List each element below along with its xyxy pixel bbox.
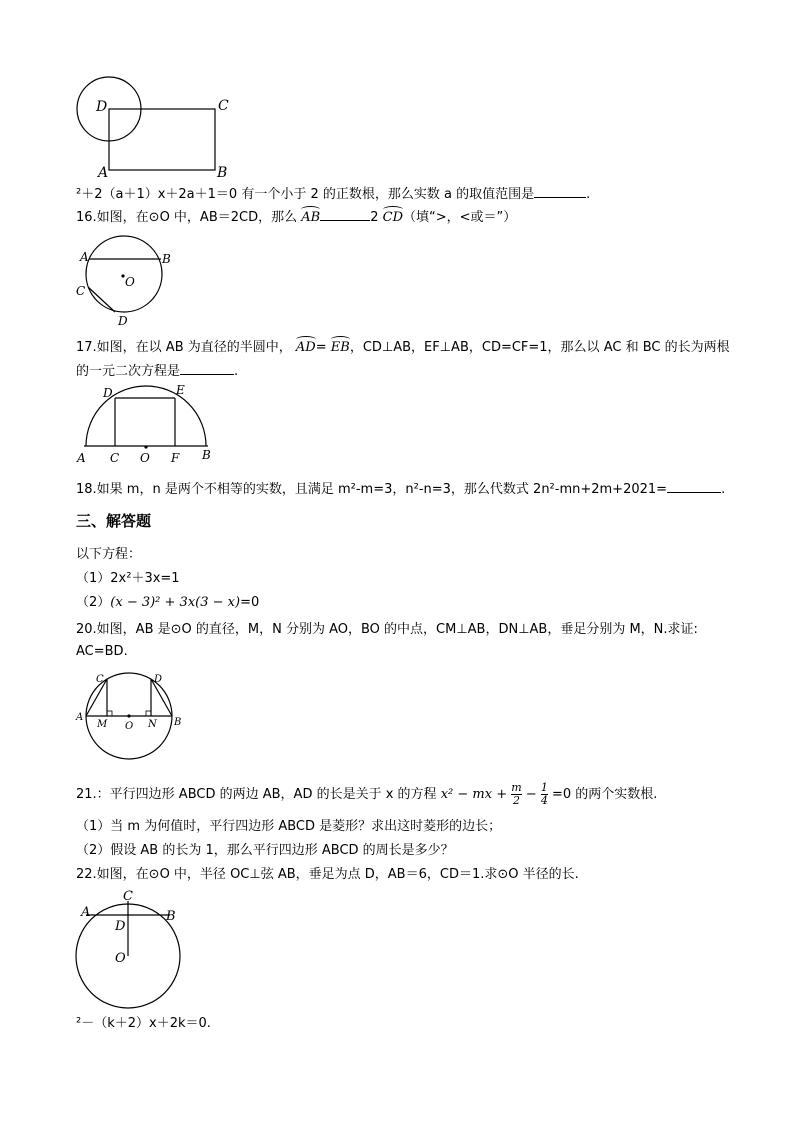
question-21: 21.：平行四边形 ABCD 的两边 AB，AD 的长是关于 x 的方程 x² − mx + $\frac{m}{2}$ − $\frac{1}{4}$ =0 的两个实数根. — [76, 781, 658, 807]
svg-text:B: B — [166, 909, 176, 924]
question-18: 18.如果 m，n 是两个不相等的实数，且满足 m²-m=3，n²-n=3，那么代数式 2n²-mn+2m+2021= . — [76, 482, 726, 497]
question-20-line2: AC=BD. — [76, 644, 128, 659]
question-16: 16.如图，在⊙O 中，AB＝2CD，那么 AB 2 CD（填“>，<或＝”） — [76, 210, 517, 225]
svg-text:C: C — [76, 284, 86, 298]
question-19-part1: （1）2x²＋3x=1 — [76, 571, 180, 586]
section-heading: 三、解答题 — [76, 512, 152, 530]
arc-CD: CD — [382, 210, 403, 225]
question-23-fragment: ²－（k＋2）x＋2k＝0. — [76, 1016, 211, 1031]
question-20-line1: 20.如图，AB 是⊙O 的直径，M，N 分别为 AO，BO 的中点，CM⊥AB，DN⊥AB，垂足分别为 M，N.求证: — [76, 622, 698, 637]
q15-text: ²＋2（a＋1）x＋2a＋1＝0 有一个小于 2 的正数根，那么实数 a 的取值范围是 — [76, 187, 535, 202]
svg-text:D: D — [103, 386, 113, 400]
answer-blank[interactable] — [180, 362, 234, 375]
svg-text:C: C — [123, 889, 133, 904]
arc-AB: AB — [301, 210, 321, 225]
svg-text:C: C — [96, 674, 104, 685]
svg-text:M: M — [97, 719, 108, 730]
svg-text:B: B — [202, 448, 211, 462]
arc-EB: EB — [330, 340, 350, 355]
question-17-line2: 的一元二次方程是 . — [76, 364, 239, 379]
answer-blank[interactable] — [534, 185, 586, 198]
equation: (x − 3)² + 3x(3 − x) — [110, 595, 241, 610]
label-B: B — [217, 165, 228, 181]
svg-text:E: E — [176, 383, 185, 397]
svg-text:O: O — [140, 451, 150, 465]
svg-text:F: F — [171, 451, 180, 465]
svg-text:A: A — [80, 250, 89, 264]
fraction-1-over-4: $\frac{1}{4}$ — [540, 781, 548, 807]
svg-text:N: N — [148, 719, 157, 730]
figure-circle-rectangle — [72, 76, 242, 186]
svg-text:B: B — [162, 252, 171, 266]
svg-text:D: D — [154, 674, 163, 685]
answer-blank[interactable] — [667, 480, 721, 493]
figure-22 — [76, 888, 186, 1010]
svg-text:A: A — [76, 712, 84, 723]
question-22: 22.如图，在⊙O 中，半径 OC⊥弦 AB，垂足为点 D，AB＝6，CD＝1.求⊙O 半径的长. — [76, 867, 579, 882]
fraction-m-over-2: $\frac{m}{2}$ — [511, 781, 522, 807]
svg-text:O: O — [125, 275, 135, 289]
label-A: A — [98, 165, 109, 181]
arc-AD: AD — [295, 340, 316, 355]
figure-20 — [74, 671, 189, 763]
svg-text:D: D — [115, 919, 126, 934]
question-19-intro: 以下方程： — [76, 547, 142, 562]
label-C: C — [218, 98, 229, 114]
svg-text:O: O — [115, 951, 126, 966]
svg-text:D: D — [118, 314, 128, 328]
svg-text:A: A — [77, 451, 86, 465]
question-21-part1: （1）当 m 为何值时，平行四边形 ABCD 是菱形？求出这时菱形的边长； — [76, 819, 502, 834]
question-17-line1: 17.如图，在以 AB 为直径的半圆中， AD= EB，CD⊥AB，EF⊥AB，CD=CF=1，那么以 AC 和 BC 的长为两根 — [76, 340, 730, 355]
answer-blank[interactable] — [320, 208, 370, 221]
figure-17 — [74, 382, 219, 466]
question-19-part2: （2）(x − 3)² + 3x(3 − x)=0 — [76, 595, 260, 610]
svg-text:B: B — [174, 717, 182, 728]
figure-16 — [74, 232, 184, 330]
question-15: ²＋2（a＋1）x＋2a＋1＝0 有一个小于 2 的正数根，那么实数 a 的取值范围是 . — [76, 187, 591, 202]
label-D: D — [96, 99, 108, 115]
svg-text:A: A — [81, 905, 91, 920]
question-21-part2: （2）假设 AB 的长为 1，那么平行四边形 ABCD 的周长是多少？ — [76, 843, 454, 858]
svg-text:C: C — [110, 451, 120, 465]
svg-text:O: O — [125, 721, 134, 732]
